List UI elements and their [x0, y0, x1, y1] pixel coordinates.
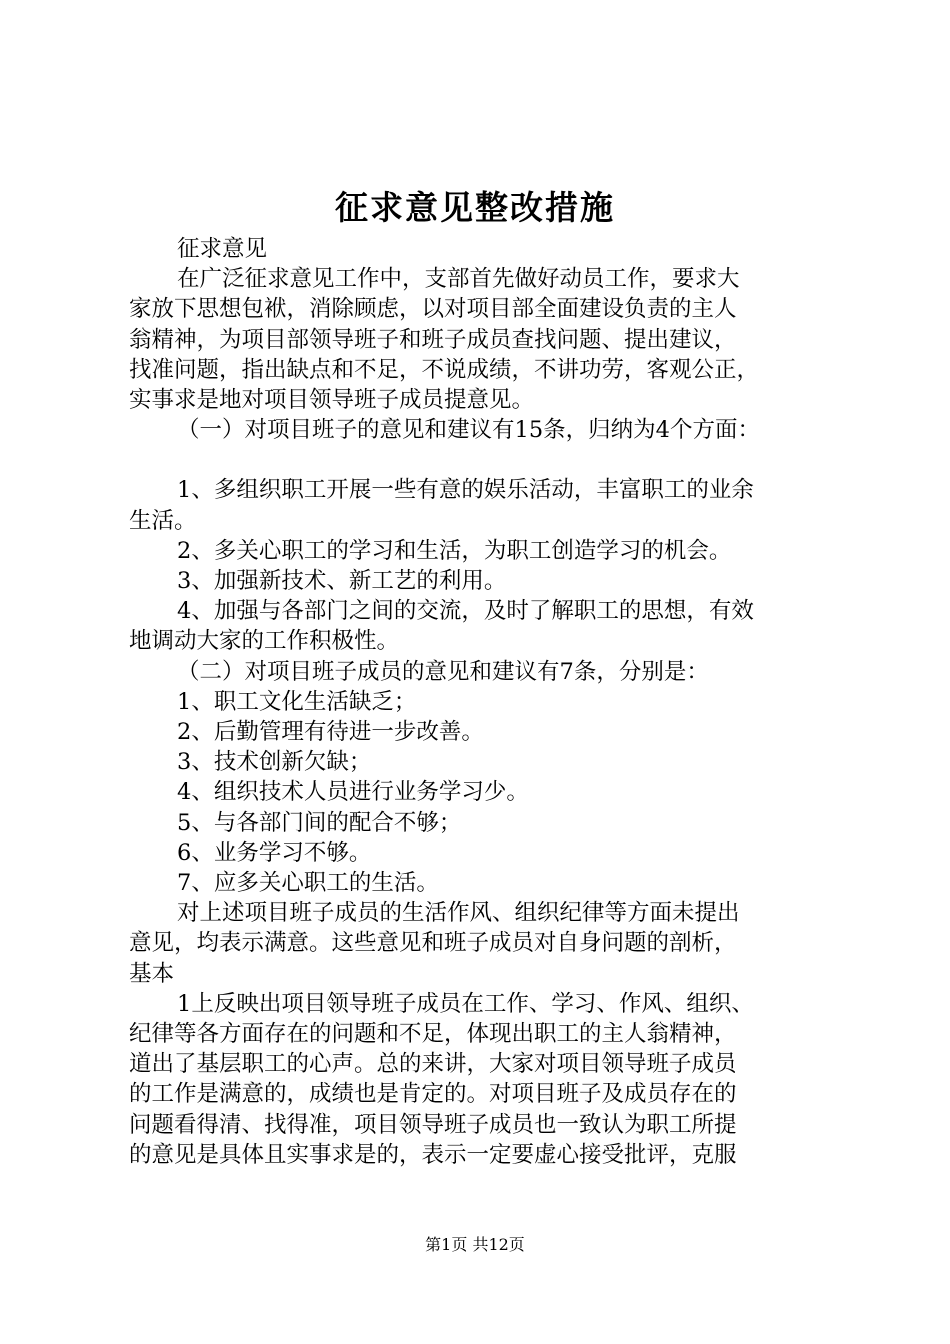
subsection-heading: （二）对项目班子成员的意见和建议有7条，分别是：	[177, 658, 709, 685]
document-title: 征求意见整改措施	[335, 188, 615, 227]
paragraph-line: 意见，均表示满意。这些意见和班子成员对自身问题的剖析，	[129, 930, 737, 957]
list-item: 2、多关心职工的学习和生活，为职工创造学习的机会。	[177, 537, 732, 564]
document-body	[129, 234, 834, 1170]
paragraph-line: 1上反映出项目领导班子成员在工作、学习、作风、组织、	[177, 990, 754, 1017]
list-item: 5、与各部门间的配合不够；	[177, 809, 462, 836]
paragraph-line: 翁精神，为项目部领导班子和班子成员查找问题、提出建议，	[129, 326, 737, 353]
list-item: 4、组织技术人员进行业务学习少。	[177, 779, 529, 806]
paragraph-line: 家放下思想包袱，消除顾虑，以对项目部全面建设负责的主人	[129, 296, 737, 323]
subsection-heading: （一）对项目班子的意见和建议有15条，归纳为4个方面：	[177, 417, 760, 444]
list-item: 2、后勤管理有待进一步改善。	[177, 719, 484, 746]
list-item: 1、多组织职工开展一些有意的娱乐活动，丰富职工的业余	[177, 477, 754, 504]
paragraph-line: 的意见是具体且实事求是的，表示一定要虚心接受批评，克服	[129, 1141, 737, 1168]
paragraph-line: 在广泛征求意见工作中，支部首先做好动员工作，要求大	[177, 266, 740, 293]
paragraph-line: 实事求是地对项目领导班子成员提意见。	[129, 387, 535, 414]
paragraph-line: 的工作是满意的，成绩也是肯定的。对项目班子及成员存在的	[129, 1081, 737, 1108]
list-item: 1、职工文化生活缺乏；	[177, 688, 417, 715]
page-footer: 第1页 共12页	[425, 1235, 525, 1254]
list-item: 6、业务学习不够。	[177, 839, 372, 866]
blank-line	[129, 445, 834, 475]
paragraph-line: 找准问题，指出缺点和不足，不说成绩，不讲功劳，客观公正，	[129, 356, 760, 383]
list-item: 7、应多关心职工的生活。	[177, 870, 439, 897]
list-item-continuation: 地调动大家的工作积极性。	[129, 628, 400, 655]
list-item: 3、加强新技术、新工艺的利用。	[177, 568, 507, 595]
paragraph-line: 纪律等各方面存在的问题和不足，体现出职工的主人翁精神，	[129, 1021, 737, 1048]
list-item: 3、技术创新欠缺；	[177, 749, 372, 776]
section-heading: 征求意见	[177, 236, 268, 262]
paragraph-line: 问题看得清、找得准，项目领导班子成员也一致认为职工所提	[129, 1111, 737, 1138]
paragraph-line: 基本	[129, 960, 175, 987]
list-item: 4、加强与各部门之间的交流，及时了解职工的思想，有效	[177, 598, 754, 625]
paragraph-line: 对上述项目班子成员的生活作风、组织纪律等方面未提出	[177, 900, 740, 927]
list-item-continuation: 生活。	[129, 507, 197, 534]
paragraph-line: 道出了基层职工的心声。总的来讲，大家对项目领导班子成员	[129, 1051, 737, 1078]
